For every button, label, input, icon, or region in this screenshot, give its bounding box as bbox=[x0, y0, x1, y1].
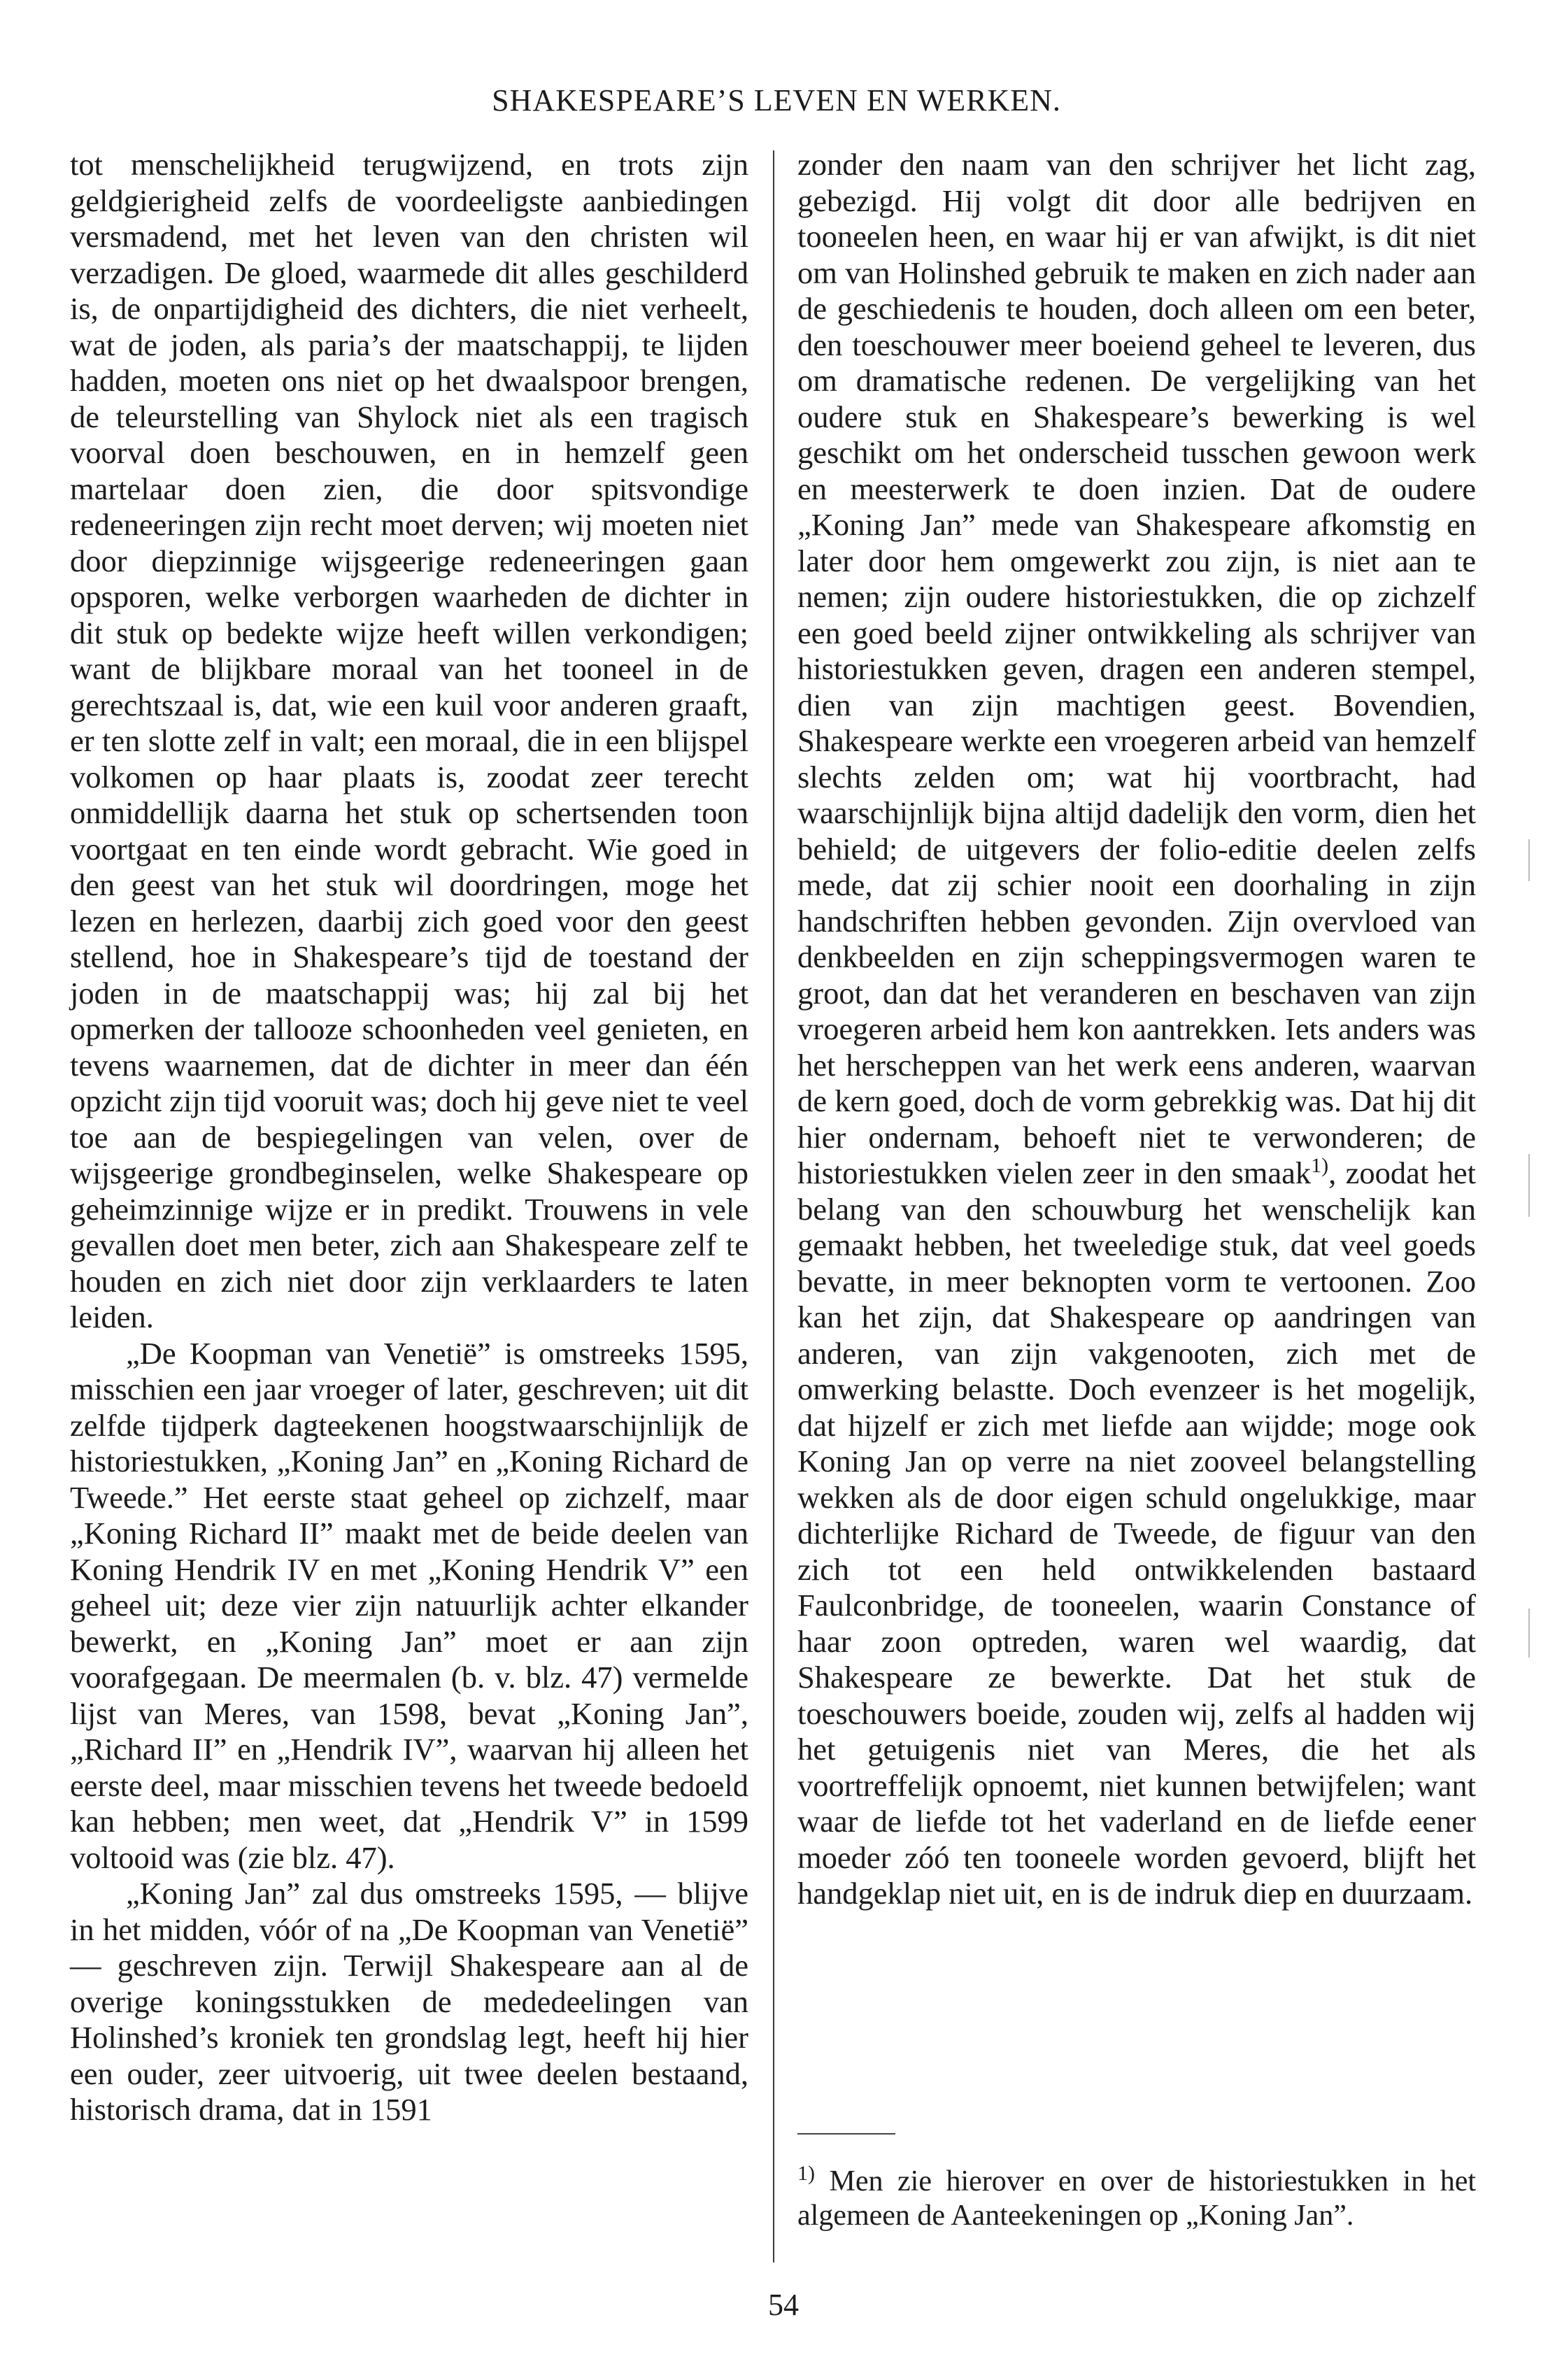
right-text-after-ref: , zoodat het belang van den schouwburg het wenschelijk kan gemaakt hebben, het tweeledige stuk, dat veel goeds bevatte, in meer beknopten vorm te vertoonen. Zoo kan het zijn, dat Shakespeare op aandringen van anderen, van zijn vakgenooten, zich met de omwerking belastte. Doch evenzeer is het mogelijk, dat hijzelf er zich met liefde aan wijdde; moge ook Koning Jan op verre na niet zooveel belangstelling wekken als de door eigen schuld ongelukkige, maar dichterlijke Richard de Tweede, de figuur van den zich tot een held ontwikkelenden bastaard Faulconbridge, de tooneelen, waarin Constance of haar zoon optreden, waren wel waardig, dat Shakespeare ze bewerkte. Dat het stuk de toeschouwers boeide, zouden wij, zelfs al hadden wij het getuigenis niet van Meres, die het als voortreffelijk opnoemt, niet kunnen betwijfelen; want waar de liefde tot het vaderland en de liefde eener moeder zóó ten tooneele worden gevoerd, blijft het handgeklap niet uit, en is de indruk diep en duurzaam. bbox=[797, 1155, 1476, 1911]
footnote-marker: 1) bbox=[797, 2162, 815, 2185]
footnote-reference[interactable]: 1) bbox=[1311, 1154, 1329, 1178]
right-paragraph-1 bbox=[797, 147, 1476, 1912]
left-column bbox=[70, 147, 748, 2128]
running-head: SHAKESPEARE’S LEVEN EN WERKEN. bbox=[492, 83, 1061, 117]
margin-mark bbox=[1528, 1609, 1530, 1658]
left-paragraph-1: tot menschelijkheid terugwijzend, en trots zijn geldgierigheid zelfs de voordeeligste aanbiedingen versmadend, met het leven van den christen wil verzadigen. De gloed, waarmede dit alles geschilderd is, de onpartijdigheid des dichters, die niet verheelt, wat de joden, als paria’s der maatschappij, te lijden hadden, moeten ons niet op het dwaalspoor brengen, de teleurstelling van Shylock niet als een tragisch voorval doen beschouwen, en in hemzelf geen martelaar doen zien, die door spitsvondige redeneeringen zijn recht moet derven; wij moeten niet door diepzinnige wijsgeerige redeneeringen gaan opsporen, welke verborgen waarheden de dichter in dit stuk op bedekte wijze heeft willen verkondigen; want de blijkbare moraal van het tooneel in de gerechtszaal is, dat, wie een kuil voor anderen graaft, er ten slotte zelf in valt; een moraal, die in een blijspel volkomen op haar plaats is, zoodat zeer terecht onmiddellijk daarna het stuk op schertsenden toon voortgaat en ten einde wordt gebracht. Wie goed in den geest van het stuk wil doordringen, moge het lezen en herlezen, daarbij zich goed voor den geest stellend, hoe in Shakespeare’s tijd de toestand der joden in de maatschappij was; hij zal bij het opmerken der tallooze schoonheden veel genieten, en tevens waarnemen, dat de dichter in meer dan één opzicht zijn tijd vooruit was; doch hij geve niet te veel toe aan de bespiegelingen van velen, over de wijsgeerige grondbeginselen, welke Shakespeare op geheimzinnige wijze er in predikt. Trouwens in vele gevallen doet men beter, zich aan Shakespeare zelf te houden en zich niet door zijn verklaarders te laten leiden. bbox=[70, 147, 748, 1334]
footnote-text: Men zie hierover en over de historiestukken in het algemeen de Aanteekeningen op „Koning Jan”. bbox=[797, 2165, 1476, 2232]
right-column bbox=[797, 147, 1476, 1912]
right-text-before-ref: zonder den naam van den schrijver het licht zag, gebezigd. Hij volgt dit door alle bedrijven en tooneelen heen, en waar hij er van afwijkt, is dit niet om van Holinshed gebruik te maken en zich nader aan de geschiedenis te houden, doch alleen om een beter, den toeschouwer meer boeiend geheel te leveren, dus om dramatische redenen. De vergelijking van het oudere stuk en Shakespeare’s bewerking is wel geschikt om het onderscheid tusschen gewoon werk en meesterwerk te doen inzien. Dat de oudere „Koning Jan” mede van Shakespeare afkomstig en later door hem omgewerkt zou zijn, is niet aan te nemen; zijn oudere historiestukken, die op zichzelf een goed beeld zijner ontwikkeling als schrijver van historiestukken geven, dragen een anderen stempel, dien van zijn machtigen geest. Bovendien, Shakespeare werkte een vroegeren arbeid van hemzelf slechts zelden om; wat hij voortbracht, had waarschijnlijk bijna altijd dadelijk den vorm, dien het behield; de uitgevers der folio-editie deelen zelfs mede, dat zij schier nooit een doorhaling in zijn handschriften hebben gevonden. Zijn overvloed van denkbeelden en zijn scheppingsvermogen waren te groot, dan dat het veranderen en beschaven van zijn vroegeren arbeid hem kon aantrekken. Iets anders was het herscheppen van het werk eens anderen, waarvan de kern goed, doch de vorm gebrekkig was. Dat hij dit hier ondernam, behoeft niet te verwonderen; de historiestukken vielen zeer in den smaak bbox=[797, 147, 1476, 1190]
left-paragraph-3: „Koning Jan” zal dus omstreeks 1595, — blijve in het midden, vóór of na „De Koopman van Venetië” — geschreven zijn. Terwijl Shakespeare aan al de overige koningsstukken de mededeelingen van Holinshed’s kroniek ten grondslag legt, heeft hij hier een ouder, zeer uitvoerig, uit twee deelen bestaand, historisch drama, dat in 1591 bbox=[70, 1876, 748, 2127]
page-number: 54 bbox=[768, 2288, 799, 2322]
footnote-separator bbox=[797, 2133, 895, 2135]
margin-mark bbox=[1528, 839, 1530, 881]
left-paragraph-2: „De Koopman van Venetië” is omstreeks 1595, misschien een jaar vroeger of later, geschreven; uit dit zelfde tijdperk dagteekenen hoogstwaarschijnlijk de historiestukken, „Koning Jan” en „Koning Richard de Tweede.” Het eerste staat geheel op zichzelf, maar „Koning Richard II” maakt met de beide deelen van Koning Hendrik IV en met „Koning Hendrik V” een geheel uit; deze vier zijn natuurlijk achter elkander bewerkt, en „Koning Jan” moet er aan zijn voorafgegaan. De meermalen (b. v. blz. 47) vermelde lijst van Meres, van 1598, bevat „Koning Jan”, „Richard II” en „Hendrik IV”, waarvan hij alleen het eerste deel, maar misschien tevens het tweede bedoeld kan hebben; men weet, dat „Hendrik V” in 1599 voltooid was (zie blz. 47). bbox=[70, 1335, 748, 1875]
column-divider bbox=[773, 150, 774, 2263]
footnote bbox=[797, 2162, 1476, 2233]
margin-mark bbox=[1528, 1154, 1530, 1217]
